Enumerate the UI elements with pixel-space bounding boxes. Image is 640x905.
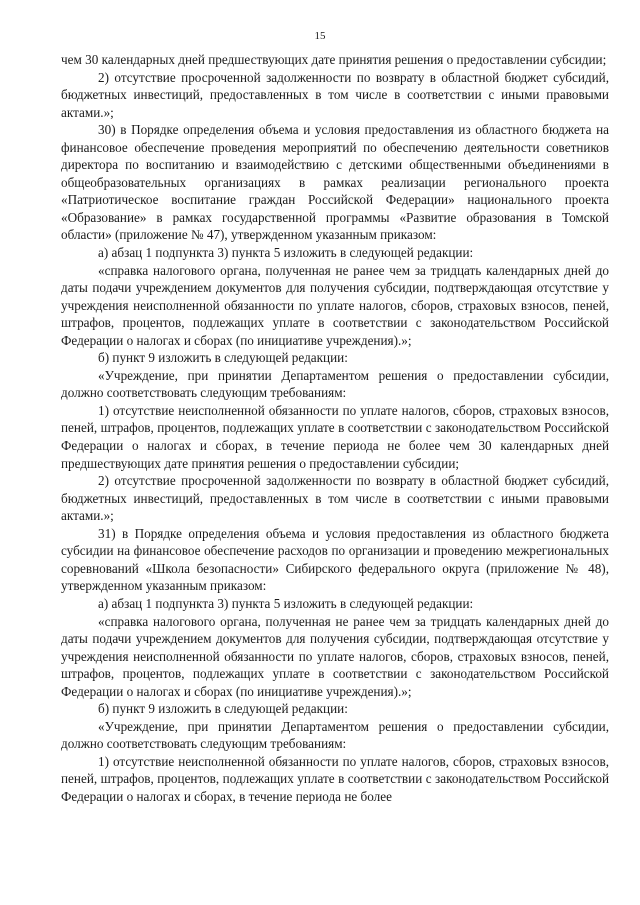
paragraph-quote-requirements: «Учреждение, при принятии Департаментом решения о предоставлении субсидии, должно соответствовать следующим требованиям: — [61, 718, 609, 752]
document-body — [61, 51, 609, 806]
paragraph-section-31: 31) в Порядке определения объема и условия предоставления из областного бюджета субсидии на финансовое обеспечение расходов по организации и проведению межрегиональных соревнований «Школа безопасности» Сибирского федерального округа (приложение № 48), утвержденном указанным приказом: — [61, 525, 609, 594]
paragraph-subitem-b: б) пункт 9 изложить в следующей редакции: — [98, 701, 348, 717]
paragraph-quote-requirements: «Учреждение, при принятии Департаментом решения о предоставлении субсидии, должно соответствовать следующим требованиям: — [61, 367, 609, 401]
paragraph-section-30: 30) в Порядке определения объема и условия предоставления из областного бюджета на финансовое обеспечение проведения мероприятий по обеспечению деятельности советников директора по воспитанию и взаимодействию с детскими общественными объединениями в общеобразовательных организациях в рамках реализации регионального проекта «Патриотическое воспитание граждан Российской Федерации» национального проекта «Образование» в рамках государственной программы «Развитие образования в Томской области» (приложение № 47), утвержденном указанным приказом: — [61, 122, 609, 243]
paragraph-requirement-1: 1) отсутствие неисполненной обязанности по уплате налогов, сборов, страховых взносов, пеней, штрафов, процентов, подлежащих уплате в соответствии с законодательством Российской Федерации о налогах и сборах, в течение периода не более чем 30 календарных дней предшествующих дате принятия решения о предоставлении субсидии; — [61, 402, 609, 471]
paragraph-requirement-2: 2) отсутствие просроченной задолженности по возврату в областной бюджет субсидий, бюджетных инвестиций, предоставленных в том числе в соответствии с иными правовыми актами.»; — [61, 473, 609, 524]
page-number: 15 — [314, 30, 326, 42]
paragraph-continuation: чем 30 календарных дней предшествующих дате принятия решения о предоставлении субсидии; — [61, 52, 607, 67]
paragraph-subitem-b: б) пункт 9 изложить в следующей редакции: — [98, 350, 348, 366]
paragraph-subitem-a: а) абзац 1 подпункта 3) пункта 5 изложить в следующей редакции: — [98, 595, 474, 611]
paragraph-subitem-a: а) абзац 1 подпункта 3) пункта 5 изложить в следующей редакции: — [98, 245, 474, 261]
paragraph-item-2: 2) отсутствие просроченной задолженности по возврату в областной бюджет субсидий, бюджетных инвестиций, предоставленных в том числе в соответствии с иными правовыми актами.»; — [61, 69, 609, 120]
paragraph-quote-tax-certificate: «справка налогового органа, полученная не ранее чем за тридцать календарных дней до даты подачи учреждением документов для получения субсидии, подтверждающая отсутствие у учреждения неисполненной обязанности по уплате налогов, сборов, страховых взносов, пеней, штрафов, процентов, подлежащих уплате в соответствии с законодательством Российской Федерации о налогах и сборах (по инициативе учреждения).»; — [61, 613, 609, 699]
paragraph-requirement-1: 1) отсутствие неисполненной обязанности по уплате налогов, сборов, страховых взносов, пеней, штрафов, процентов, подлежащих уплате в соответствии с законодательством Российской Федерации о налогах и сборах, в течение периода не более — [61, 753, 609, 804]
paragraph-quote-tax-certificate: «справка налогового органа, полученная не ранее чем за тридцать календарных дней до даты подачи учреждением документов для получения субсидии, подтверждающая отсутствие у учреждения неисполненной обязанности по уплате налогов, сборов, страховых взносов, пеней, штрафов, процентов, подлежащих уплате в соответствии с законодательством Российской Федерации о налогах и сборах (по инициативе учреждения).»; — [61, 262, 609, 348]
